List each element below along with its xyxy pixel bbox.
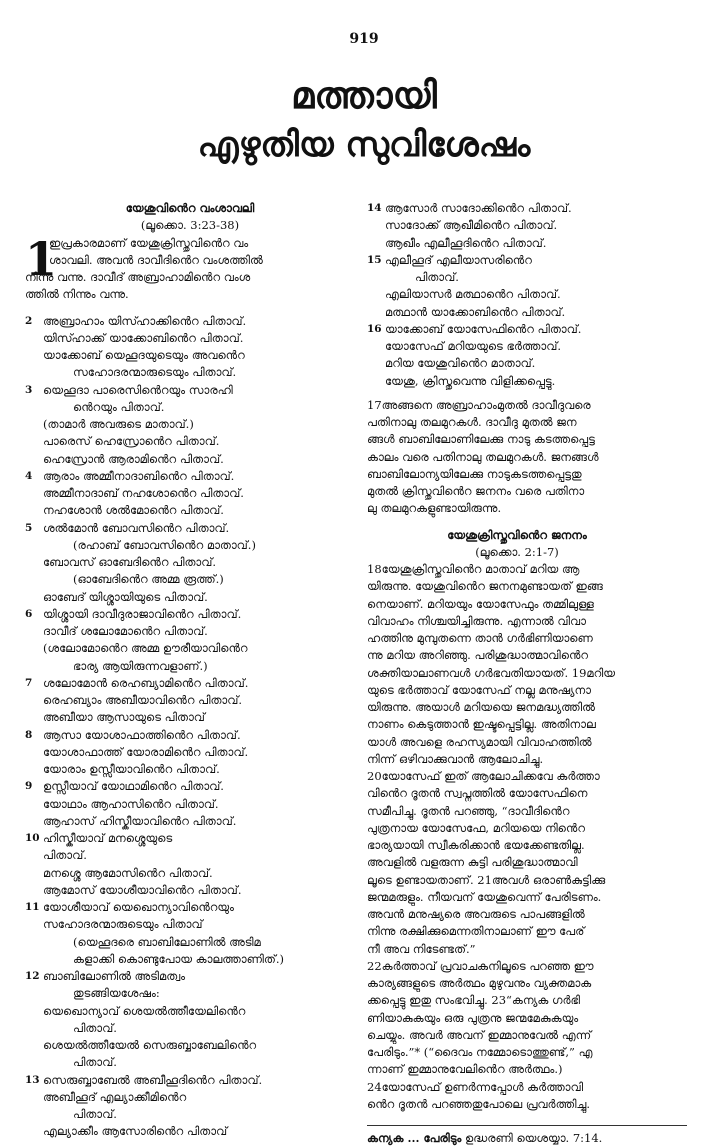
paragraph-line: ലൂടെ ഉണ്ടായതാണ്. 21അവൾ ഒരാൺകുട്ടിക്കു — [367, 872, 606, 887]
verse-line: രെഹബ്യാം അബീയാവിൻെറ പിതാവ്. — [43, 693, 243, 707]
verse-line: ആസോർ സാദോക്കിൻെറ പിതാവ്. — [385, 201, 572, 215]
paragraph-line: അവളിൽ വളരുന്ന കുട്ടി പരിശുദ്ധാത്മാവി — [367, 855, 578, 870]
verse-number: 16 — [367, 322, 382, 335]
verse-line: യോശാഫാത്ത് യോരാമിൻെറ പിതാവ്. — [43, 744, 249, 759]
paragraph-line: നിന്ന് ഒഴിവാക്കുവാൻ ആലോചിച്ചു. — [367, 751, 544, 766]
footnote-phrase: കന്യക ... പേരിടും — [367, 1131, 462, 1145]
paragraph-line: പേരിടും.”* (“ദൈവം നമ്മോടൊത്തുണ്ട്,” എ — [367, 1045, 593, 1059]
verse-number: 14 — [367, 202, 382, 214]
verse-number: 12 — [25, 970, 40, 982]
cross-reference: (ലൂക്കൊ. 2:1-7) — [475, 544, 559, 559]
paragraph-line: വിൻെറ ദൂതൻ സ്വപ്നത്തിൽ യോസേഫിനെ — [367, 786, 588, 801]
verse-line: നഹശോൻ ശൽമോൻെറ പിതാവ്. — [43, 503, 224, 518]
verse-number: 15 — [367, 253, 382, 266]
verse-line: പിതാവ്. — [73, 1020, 117, 1035]
verse-line: ശൽമോൻ ബോവസിൻെറ പിതാവ്. — [43, 520, 230, 535]
paragraph-line: നെയാണ്. മറിയയും യോസേഫും തമ്മിലുള്ള — [367, 596, 594, 611]
verse-line: (യെഹൂദരെ ബാബിലോണിൽ അടിമ — [73, 934, 261, 949]
verse-line: എലീഹൂദ് എലീയാസരിൻെറ — [385, 252, 532, 267]
verse-line: മത്ഥാൻ യാക്കോബിൻെറ പിതാവ്. — [385, 304, 566, 319]
verse-line: സെരുബ്ബാബേൽ അബീഹൂദിൻെറ പിതാവ്. — [43, 1072, 263, 1087]
paragraph-line: നാണം കെടുത്താൻ ഇഷ്ടപ്പെട്ടില്ല. അതിനാല — [367, 717, 596, 732]
paragraph-line: യുടെ ഭർത്താവ് യോസേഫ് നല്ല മനുഷ്യനാ — [367, 682, 592, 697]
footnote-rule — [367, 1125, 687, 1126]
verse-number: 11 — [25, 901, 40, 913]
paragraph-line: നിന്നു രക്ഷിക്കുമെന്നതിനാലാണ് ഈ പേര് — [367, 924, 585, 939]
page-number: 919 — [349, 31, 379, 47]
paragraph-line: ങ്ങൾ ബാബിലോണിലേക്കു നാടു കടത്തപ്പെട്ട — [367, 432, 595, 447]
verse-line: എല്യാക്കീം ആസോരിൻെറ പിതാവ് — [43, 1124, 228, 1139]
paragraph-line: പുത്രനായ യോസേഫേ, മറിയയെ നിൻെറ — [367, 820, 585, 835]
paragraph-line: ഹത്തിനു മുമ്പുതന്നെ താൻ ഗർഭിണിയാണെ — [367, 631, 593, 645]
footnote — [367, 1130, 667, 1147]
genealogy-verses — [25, 313, 355, 1141]
paragraph-line: ശക്തിയാലാണവൾ ഗർഭവതിയായത്. 19മറിയ — [367, 665, 616, 680]
paragraph-line: ജന്മമരുളും. നീയവന് യേശുവെന്ന് പേരിടണം. — [367, 889, 602, 904]
paragraph-line: നീ അവ നിടേണ്ടത്.” — [367, 941, 476, 956]
verse-line: പിതാവ്. — [43, 848, 87, 863]
verse-number: 2 — [25, 314, 33, 327]
intro-line: ത്തിൽ നിന്നും വന്നു. — [25, 287, 129, 302]
verse-line: ആസാ യോശാഫാത്തിൻെറ പിതാവ്. — [43, 727, 241, 742]
verse-number: 6 — [25, 607, 33, 620]
verse-line: യെഖൊന്യാവ് ശെയൽത്തീയേലിൻെറ — [43, 1003, 246, 1018]
left-column — [25, 200, 355, 1141]
verse-line: (രഹാബ് ബോവസിൻെറ മാതാവ്.) — [73, 537, 256, 552]
verse-line: ആഹാസ് ഹിസ്കീയാവിൻെറ പിതാവ്. — [43, 813, 237, 828]
paragraph-line: അവൻ മനുഷ്യരെ അവരുടെ പാപങ്ങളിൽ — [367, 907, 585, 921]
verse-line: യോസേഫ് മറിയയുടെ ഭർത്താവ്. — [385, 339, 561, 353]
verse-line: (താമാർ അവരുടെ മാതാവ്.) — [43, 417, 194, 431]
verse-line: സാദോക്ക് ആഖീമിൻെറ പിതാവ്. — [385, 218, 558, 233]
section-heading-genealogy: യേശുവിൻെറ വംശാവലി — [125, 201, 255, 215]
verse-line: പിതാവ്. — [73, 1055, 117, 1070]
section-heading-birth: യേശുക്രിസ്തുവിൻെറ ജനനം — [447, 527, 587, 542]
verse-number: 4 — [25, 469, 33, 482]
paragraph-line: 22കർത്താവ് പ്രവാചകനിലൂടെ പറഞ്ഞ ഈ — [367, 958, 594, 973]
paragraph-line: ബാബിലോന്യയിലേക്കു നാടുകടത്തപ്പെട്ടതു — [367, 466, 582, 481]
verse-block — [25, 830, 355, 899]
paragraph-line: ൻെറ ദൂതൻ പറഞ്ഞതുപോലെ പ്രവർത്തിച്ചു. — [367, 1096, 591, 1111]
verse-line: ആരാം അമ്മീനാദാബിൻെറ പിതാവ്. — [43, 468, 235, 483]
verse-line: ബോവസ് ഓബേദിൻെറ പിതാവ്. — [43, 555, 217, 569]
verse-block — [25, 968, 355, 1072]
verse-line: (ശലോമോൻെറ അമ്മ ഊരീയാവിൻെറ — [43, 641, 248, 656]
verse-line: ഹെസ്രോൻ ആരാമിൻെറ പിതാവ്. — [43, 451, 224, 466]
verse-block — [25, 313, 355, 382]
paragraph-line: സമീപിച്ചു. ദൂതൻ പറഞ്ഞു, “ദാവീദിൻെറ — [367, 803, 570, 818]
chapter-drop-cap: 1 — [25, 231, 58, 286]
verse-line: ആമോസ് യോശീയാവിൻെറ പിതാവ്. — [43, 882, 242, 897]
book-subtitle: എഴുതിയ സുവിശേഷം — [197, 125, 531, 165]
verse-block — [25, 675, 355, 727]
paragraph-line: കാലം വരെ പതിനാലു തലമുറകൾ. ജനങ്ങൾ — [367, 449, 599, 464]
footnote-text: ഉദ്ധരണി യെശയ്യാ. 7:14. — [461, 1131, 603, 1145]
verse-number: 8 — [25, 728, 33, 741]
verse-line: ആഖീം എലീഹൂദിൻെറ പിതാവ്. — [385, 235, 547, 250]
verse-line: ഉസ്സീയാവ് യോഥാമിൻെറ പിതാവ്. — [43, 779, 224, 794]
verse-number: 7 — [25, 676, 33, 689]
verse-line: അബീഹൂദ് എല്യാക്കീമിൻെറ — [43, 1089, 187, 1104]
chapter-intro — [25, 231, 355, 304]
verse-line: അബീയാ ആസായുടെ പിതാവ് — [43, 710, 205, 725]
verse-line: കളാക്കി കൊണ്ടുപോയ കാലത്താണിത്.) — [73, 951, 284, 966]
paragraph-line: ന്നു മറിയ അറിഞ്ഞു. പരിശുദ്ധാത്മാവിൻെറ — [367, 648, 588, 663]
verse-block — [25, 520, 355, 606]
verse-line: ശെയൽത്തീയേൽ സെരുബ്ബാബേലിൻെറ — [43, 1038, 257, 1052]
verse-line: മനശ്ശെ ആമോസിൻെറ പിതാവ്. — [43, 865, 213, 880]
verse-line: യെഹൂദാ പാരെസിൻെറയും സാരഹി — [43, 382, 233, 397]
book-title: മത്തായി — [291, 74, 437, 117]
verse-block — [25, 1072, 355, 1141]
paragraph-line: 17അങ്ങനെ അബ്രാഹാംമുതൽ ദാവീദുവരെ — [367, 397, 591, 412]
paragraph-line: പതിനാലു തലമുറകൾ. ദാവീദു മുതൽ ജന — [367, 415, 577, 429]
verse-block — [25, 468, 355, 520]
birth-narrative — [367, 561, 667, 1113]
verse-block — [25, 382, 355, 468]
paragraph-line: ചെയ്യും. അവർ അവന് ഇമ്മാനുവേൽ എന്ന് — [367, 1027, 592, 1042]
right-column — [367, 200, 667, 1147]
verse-line: പാരെസ് ഹെസ്രോൻെറ പിതാവ്. — [43, 434, 220, 449]
verse-line: ഓബേദ് യിശ്ശായിയുടെ പിതാവ്. — [43, 589, 208, 604]
verse-line: ശലോമോൻ രെഹബ്യാമിൻെറ പിതാവ്. — [43, 675, 249, 690]
verse-line: സഹോദരന്മാരുടെയും പിതാവ്. — [73, 365, 237, 380]
paragraph-line: ക്കപ്പെട്ടു ഇതു സംഭവിച്ചു. 23“കന്യക ഗർഭി — [367, 993, 580, 1008]
paragraph-line: ന്നാണ് ഇമ്മാനുവേലിൻെറ അർത്ഥം.) — [367, 1062, 563, 1077]
verse-block — [367, 252, 667, 321]
intro-line: നിന്നു വന്നു. ദാവീദ് അബ്രാഹാമിൻെറ വംശ — [25, 270, 251, 284]
verse-line: അമ്മീനാദാബ് നഹശോൻെറ പിതാവ്. — [43, 486, 244, 500]
verse-line: ദാവീദ് ശലോമോൻെറ പിതാവ്. — [43, 624, 208, 638]
verse-block — [25, 899, 355, 968]
verse-line: പിതാവ്. — [73, 1107, 117, 1121]
genealogy-verses-continued — [367, 200, 667, 390]
paragraph-line: മുതൽ ക്രിസ്തുവിൻെറ ജനനം വരെ പതിനാ — [367, 484, 585, 498]
paragraph-line: ഭാര്യയായി സ്വീകരിക്കാൻ ഭയക്കേണ്ടതില്ല. — [367, 838, 585, 852]
verse-line: തുടങ്ങിയശേഷം: — [73, 986, 160, 1001]
verse-line: യാക്കോബ് യോസേഫിൻെറ പിതാവ്. — [385, 321, 582, 336]
verse-number: 9 — [25, 780, 33, 793]
paragraph-line: യിരുന്നു. അയാൾ മറിയയെ ജനമദ്ധ്യത്തിൽ — [367, 700, 595, 714]
verse-line: മറിയ യേശുവിൻെറ മാതാവ്. — [385, 356, 536, 371]
verse-number: 13 — [25, 1073, 40, 1086]
verse-17-paragraph — [367, 397, 667, 518]
paragraph-line: ണിയാകുകയും ഒരു പുത്രനു ജന്മമേകുകയും — [367, 1010, 579, 1025]
verse-block — [25, 727, 355, 779]
verse-line: യിശ്ശായി ദാവീദുരാജാവിൻെറ പിതാവ്. — [43, 606, 242, 621]
paragraph-line: കാര്യങ്ങളുടെ അർത്ഥം മുഴുവനും വ്യക്തമാക — [367, 976, 592, 990]
cross-reference: (ലൂക്കൊ. 3:23-38) — [140, 218, 240, 233]
paragraph-line: യാൾ അവളെ രഹസ്യമായി വിവാഹത്തിൽ — [367, 734, 592, 749]
intro-line: ഇപ്രകാരമാണ് യേശുക്രിസ്തുവിൻെറ വം — [49, 235, 249, 250]
verse-number: 10 — [25, 832, 40, 844]
verse-line: ൻെറയും പിതാവ്. — [73, 399, 165, 414]
verse-line: എലിയാസർ മത്ഥാൻെറ പിതാവ്. — [385, 287, 561, 302]
verse-line: യിസ്ഹാക്ക് യാക്കോബിൻെറ പിതാവ്. — [43, 330, 244, 345]
verse-line: (ഓബേദിൻെറ അമ്മ രൂത്ത്.) — [73, 572, 224, 587]
paragraph-line: 18യേശുക്രിസ്തുവിൻെറ മാതാവ് മറിയ ആ — [367, 562, 580, 576]
verse-block — [367, 200, 667, 252]
verse-number: 5 — [25, 521, 33, 534]
verse-line: പിതാവ്. — [415, 270, 459, 284]
paragraph-line: 20യോസേഫ് ഇത് ആലോചിക്കവേ കർത്താ — [367, 769, 600, 783]
intro-line: ശാവലി. അവൻ ദാവീദിൻെറ വംശത്തിൽ — [49, 252, 263, 267]
verse-line: യോരാം ഉസ്സീയാവിൻെറ പിതാവ്. — [43, 762, 220, 776]
paragraph-line: ലു തലമുറകളുണ്ടായിരുന്നു. — [367, 501, 502, 516]
verse-block — [25, 606, 355, 675]
paragraph-line: 24യോസേഫ് ഉണർന്നപ്പോൾ കർത്താവി — [367, 1079, 584, 1094]
paragraph-line: വിവാഹം നിശ്ചയിച്ചിരുന്നു. എന്നാൽ വിവാ — [367, 613, 586, 628]
verse-line: യോഥാം ആഹാസിൻെറ പിതാവ്. — [43, 796, 219, 811]
verse-line: അബ്രാഹാം യിസ്ഹാക്കിൻെറ പിതാവ്. — [43, 313, 247, 328]
verse-block — [367, 321, 667, 390]
verse-block — [25, 778, 355, 830]
verse-line: യോശീയാവ് യെഖൊന്യാവിൻെറയും — [43, 900, 234, 914]
verse-line: ഭാര്യ ആയിരുന്നവളാണ്.) — [73, 658, 208, 673]
verse-line: യാക്കോബ് യെഹൂദയുടെയും അവൻെറ — [43, 348, 245, 362]
paragraph-line: യിരുന്നു. യേശുവിൻെറ ജനനമുണ്ടായത് ഇങ്ങ — [367, 579, 603, 594]
verse-number: 3 — [25, 383, 33, 396]
verse-line: ഹിസ്കീയാവ് മനശ്ശെയുടെ — [43, 831, 173, 845]
verse-line: സഹോദരന്മാരുടെയും പിതാവ് — [43, 917, 203, 932]
verse-line: ബാബിലോണിൽ അടിമത്വം — [43, 969, 186, 983]
verse-line: യേശു, ക്രിസ്തുവെന്നു വിളിക്കപ്പെട്ടു. — [385, 373, 556, 388]
